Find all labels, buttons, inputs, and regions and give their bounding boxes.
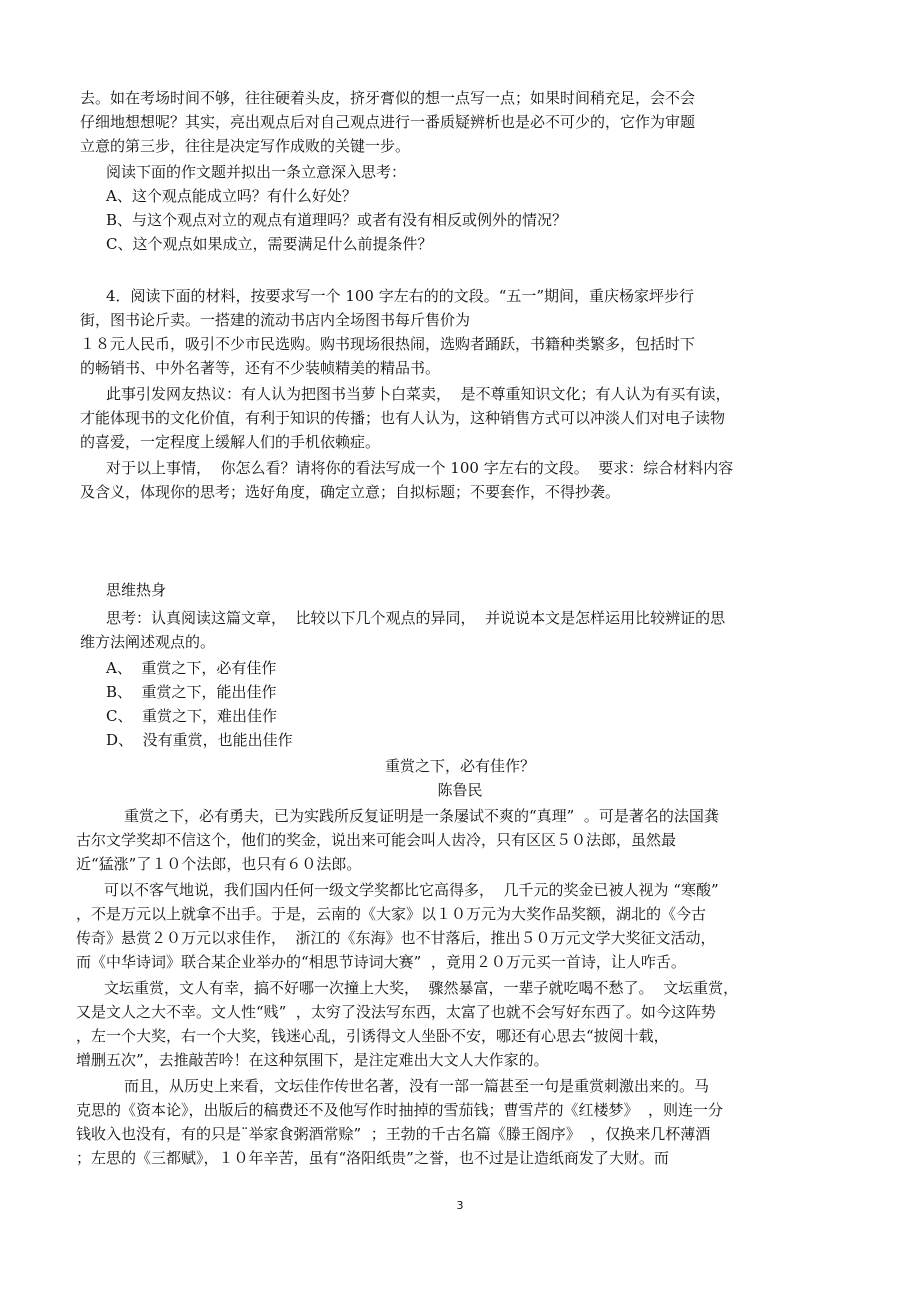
text-line: 去。如在考场时间不够，往往硬着头皮，挤牙膏似的想一点写一点；如果时间稍充足，会不会 [80,89,696,107]
option-d: D、 没有重赏，也能出佳作 [106,731,293,749]
option-c: C、 重赏之下，难出佳作 [106,707,278,725]
article-line: 而且，从历史上来看，文坛佳作传世名著，没有一部一篇甚至一句是重赏刺激出来的。马 [124,1077,710,1095]
section-heading: 思维热身 [106,581,167,599]
article-line: 增删五次”，去推敲苦吟！在这种氛围下，是注定难出大文人大作家的。 [76,1051,549,1069]
article-line: 古尔文学奖却不信这个，他们的奖金，说出来可能会叫人齿冷，只有区区５０法郎，虽然最 [76,831,677,849]
article-line: 近“猛涨”了１０个法郎，也只有６０法郎。 [76,855,362,873]
page-number: 3 [456,1199,464,1212]
article-line: ，不是万元以上就拿不出手。于是，云南的《大家》以１０万元为大奖作品奖额，湖北的《今古 [76,905,707,923]
option-b: B、 重赏之下，能出佳作 [106,683,277,701]
article-line: 重赏之下，必有勇夫，已为实践所反复证明是一条屡试不爽的“真理” 。可是著名的法国龚 [124,807,719,825]
article-author: 陈鲁民 [437,781,483,799]
article-line: ，左一个大奖，右一个大奖，钱迷心乱，引诱得文人坐卧不安，哪还有心思去“披阅十载， [76,1027,669,1045]
text-line: 思考：认真阅读这篇文章， 比较以下几个观点的异同， 并说说本文是怎样运用比较辨证的思 [106,609,726,627]
text-line: 对于以上事情， 你怎么看？请将你的看法写成一个 100 字左右的文段。 要求：综合材料内容 [106,459,734,477]
text-line: １８元人民币，吸引不少市民选购。购书现场很热闹，选购者踊跃，书籍种类繁多，包括时下 [80,335,696,353]
text-line: 的喜爱，一定程度上缓解人们的手机依赖症。 [80,433,381,451]
article-title: 重赏之下，必有佳作？ [384,757,535,775]
article-line: 文坛重赏，文人有幸，搞不好哪一次撞上大奖， 骤然暴富，一辈子就吃喝不愁了。 文坛重赏， [104,979,739,997]
article-line: 而《中华诗词》联合某企业举办的“相思节诗词大赛” ，竟用２０万元买一首诗，让人咋舌。 [76,953,686,971]
text-line: 维方法阐述观点的。 [80,633,216,651]
article-line: 克思的《资本论》，出版后的稿费还不及他写作时抽掉的雪茄钱；曹雪芹的《红楼梦》 ，则连一分 [76,1101,724,1119]
text-line: 的畅销书、中外名著等，还有不少装帧精美的精品书。 [80,359,441,377]
option-c: C、这个观点如果成立，需要满足什么前提条件？ [106,235,433,253]
text-line: 此事引发网友热议：有人认为把图书当萝卜白菜卖， 是不尊重知识文化；有人认为有买有读， [106,385,731,403]
question-4: 4．阅读下面的材料，按要求写一个 100 字左右的的文段。“五一”期间，重庆杨家坪步行 [106,287,695,305]
text-line: 仔细地想想呢？其实，亮出观点后对自己观点进行一番质疑辨析也是必不可少的，它作为审题 [80,113,696,131]
article-line: 又是文人之大不幸。文人性“贱” ，太穷了没法写东西，太富了也就不会写好东西了。如今这阵势 [76,1003,716,1021]
article-line: 钱收入也没有，有的只是¨举家食粥酒常赊” ；王勃的千古名篇《滕王阁序》 ，仅换来几杯薄酒 [76,1125,711,1143]
option-b: B、与这个观点对立的观点有道理吗？或者有没有相反或例外的情况？ [106,211,568,229]
option-a: A、这个观点能成立吗？有什么好处？ [106,187,357,205]
article-line: ；左思的《三都赋》，１０年辛苦，虽有“洛阳纸贵”之誉，也不过是让造纸商发了大财。而 [76,1149,669,1167]
text-line: 阅读下面的作文题并拟出一条立意深入思考： [106,163,407,181]
article-line: 可以不客气地说，我们国内任何一级文学奖都比它高得多， 几千元的奖金已被人视为 “寒酸” [104,881,719,899]
text-line: 才能体现书的文化价值，有利于知识的传播；也有人认为，这种销售方式可以冲淡人们对电子读物 [80,409,726,427]
text-line: 街，图书论斤卖。一搭建的流动书店内全场图书每斤售价为 [80,311,471,329]
article-line: 传奇》悬赏２０万元以求佳作， 浙江的《东海》也不甘落后，推出５０万元文学大奖征文活动， [76,929,716,947]
option-a: A、 重赏之下，必有佳作 [106,659,277,677]
text-line: 立意的第三步，往往是决定写作成败的关键一步。 [80,137,411,155]
text-line: 及含义，体现你的思考；选好角度，确定立意；自拟标题；不要套作，不得抄袭。 [80,483,621,501]
